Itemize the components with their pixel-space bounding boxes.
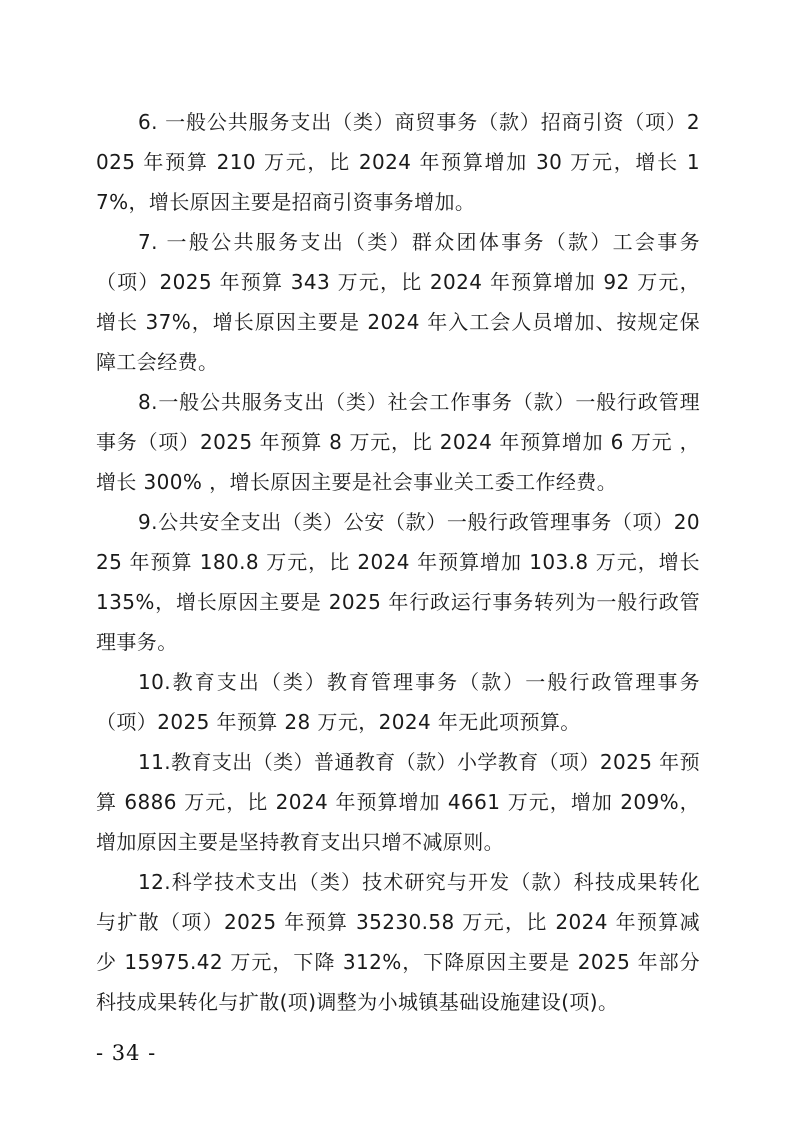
paragraph-item-11: 11.教育支出（类）普通教育（款）小学教育（项）2025 年预算 6886 万元，比 2024 年预算增加 4661 万元，增加 209%，增加原因主要是坚持教育支出只增不减原则。 (96, 750, 700, 854)
paragraph-item-12: 12.科学技术支出（类）技术研究与开发（款）科技成果转化与扩散（项）2025 年预算 35230.58 万元，比 2024 年预算减少 15975.42 万元，下降 312%，下降原因主要是 2025 年部分科技成果转化与扩散(项)调整为小城镇基础设施建设(项)。 (96, 870, 700, 1014)
paragraph-item-6: 6. 一般公共服务支出（类）商贸事务（款）招商引资（项）2025 年预算 210 万元，比 2024 年预算增加 30 万元，增长 17%，增长原因主要是招商引资事务增加。 (96, 110, 700, 214)
paragraph-item-10: 10.教育支出（类）教育管理事务（款）一般行政管理事务（项）2025 年预算 28 万元，2024 年无此项预算。 (96, 670, 700, 734)
paragraph-item-7: 7. 一般公共服务支出（类）群众团体事务（款）工会事务（项）2025 年预算 343 万元，比 2024 年预算增加 92 万元，增长 37%，增长原因主要是 2024 年入工会人员增加、按规定保障工会经费。 (96, 230, 700, 374)
page-number: - 34 - (96, 1041, 157, 1065)
paragraph-item-9: 9.公共安全支出（类）公安（款）一般行政管理事务（项）2025 年预算 180.8 万元，比 2024 年预算增加 103.8 万元，增长 135%，增长原因主要是 2025 年行政运行事务转列为一般行政管理事务。 (96, 510, 700, 654)
paragraph-item-8: 8.一般公共服务支出（类）社会工作事务（款）一般行政管理事务（项）2025 年预算 8 万元，比 2024 年预算增加 6 万元 ，增长 300% ，增长原因主要是社会事业关工委工作经费。 (96, 390, 700, 494)
